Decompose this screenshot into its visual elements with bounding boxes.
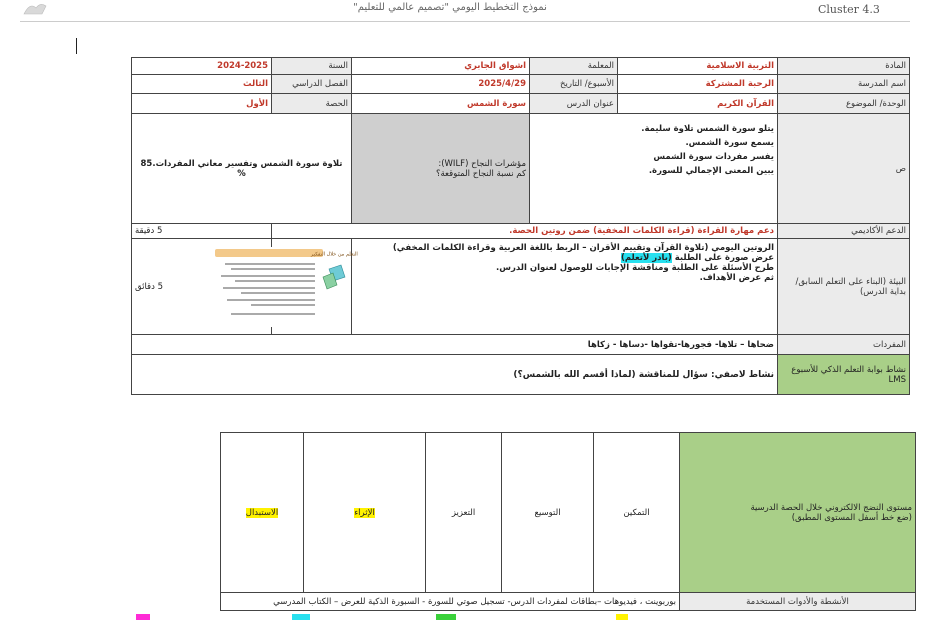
outcome-item: يسمع سورة الشمس.	[685, 138, 774, 148]
vocab-text: ضحاها – تلاها- فجورها-تقواها -دساها - زكاها	[132, 335, 778, 355]
term-label: الفصل الدراسي	[272, 75, 352, 94]
color-swatch-magenta	[136, 614, 150, 620]
academic-label: الدعم الأكاديمي	[778, 224, 910, 239]
text-cursor	[76, 38, 77, 54]
wilf-label: مؤشرات النجاح (WILF): كم نسبة النجاح المتوقعة؟	[352, 114, 530, 224]
outcomes-list	[530, 114, 778, 224]
highlight: (بادر لأتعلم)	[620, 253, 672, 263]
env-time: 5 دقائق	[132, 239, 272, 335]
maturity-table	[22, 432, 916, 611]
lesson-value: سورة الشمس	[352, 94, 530, 114]
lms-label: نشاط بوابة التعلم الذكي للأسبوع LMS	[778, 355, 910, 395]
teacher-value: اشواق الجابري	[352, 58, 530, 75]
academic-time: 5 دقيقة	[132, 224, 272, 239]
thumbnail-title: التعلم من خلال التفكير	[311, 251, 358, 257]
academic-text: دعم مهارة القراءة (قراءة الكلمات المخفية) ضمن روتين الحصة.	[272, 224, 778, 239]
term-value: الثالث	[132, 75, 272, 94]
wilf-value: تلاوة سورة الشمس وتفسير معاني المفردات.85 %	[132, 114, 352, 224]
color-swatch-yellow	[616, 614, 628, 620]
date-value: 2025/4/29	[352, 75, 530, 94]
outcome-item: يتلو سورة الشمس تلاوة سليمة.	[641, 124, 774, 134]
year-label: السنة	[272, 58, 352, 75]
env-thumbnail-cell	[272, 239, 358, 335]
header-divider	[20, 21, 910, 22]
level-substitution: الاستبدال	[221, 433, 304, 593]
school-value: الرحبة المشتركة	[618, 75, 778, 94]
unit-label: الوحدة/ الموضوع	[778, 94, 910, 114]
period-label: الحصة	[272, 94, 352, 114]
year-value: 2024-2025	[132, 58, 272, 75]
tools-text: بوربوينت ، فيديوهات –بطاقات لمفردات الدرس- تسجيل صوتي للسورة - السبورة الذكية للعرض – الكتاب المدرسي	[221, 593, 680, 611]
unit-value: القرآن الكريم	[618, 94, 778, 114]
color-swatch-green	[436, 614, 456, 620]
cluster-label: Cluster 4.3	[818, 3, 880, 16]
plan-table	[22, 57, 910, 395]
outcomes-label: ص	[778, 114, 910, 224]
lesson-thumbnail	[211, 247, 358, 327]
vocab-label: المفردات	[778, 335, 910, 355]
outcome-item: يبين المعنى الإجمالي للسورة.	[648, 166, 774, 176]
level-reinforcement: التعزيز	[426, 433, 502, 593]
maturity-label: مستوى النضج الالكتروني خلال الحصة الدرسية (ضع خط أسفل المستوى المطبق)	[680, 433, 916, 593]
level-enablement: التمكين	[594, 433, 680, 593]
env-text: الروتين اليومي (تلاوة القرآن وتقييم الأقران – الربط باللغة العربية وقراءة الكلمات المخفي) عرض صورة على الطلبة (بادر لأتعلم) طرح الأسئلة على الطلبة ومناقشة الإجابات للوصول لعنوان الدرس. ثم عرض الأهداف.	[352, 239, 778, 335]
school-label: اسم المدرسة	[778, 75, 910, 94]
tools-label: الأنشطة والأدوات المستخدمة	[680, 593, 916, 611]
lesson-label: عنوان الدرس	[530, 94, 618, 114]
level-enrichment: الإثراء	[304, 433, 426, 593]
logo-icon	[22, 0, 48, 16]
env-label: البيئة (البناء على التعلم السابق/ بداية الدرس)	[778, 239, 910, 335]
teacher-label: المعلمة	[530, 58, 618, 75]
subject-value: التربية الاسلامية	[618, 58, 778, 75]
color-swatch-cyan	[292, 614, 310, 620]
subject-label: المادة	[778, 58, 910, 75]
outcome-item: يفسر مفردات سورة الشمس	[653, 152, 774, 162]
page-title: نموذج التخطيط اليومي "تصميم عالمي للتعليم"	[353, 2, 547, 13]
period-value: الأول	[132, 94, 272, 114]
lms-text: نشاط لاصفي: سؤال للمناقشة (لماذا أقسم الله بالشمس؟)	[132, 355, 778, 395]
level-expansion: التوسيع	[502, 433, 594, 593]
date-label: الأسبوع/ التاريخ	[530, 75, 618, 94]
